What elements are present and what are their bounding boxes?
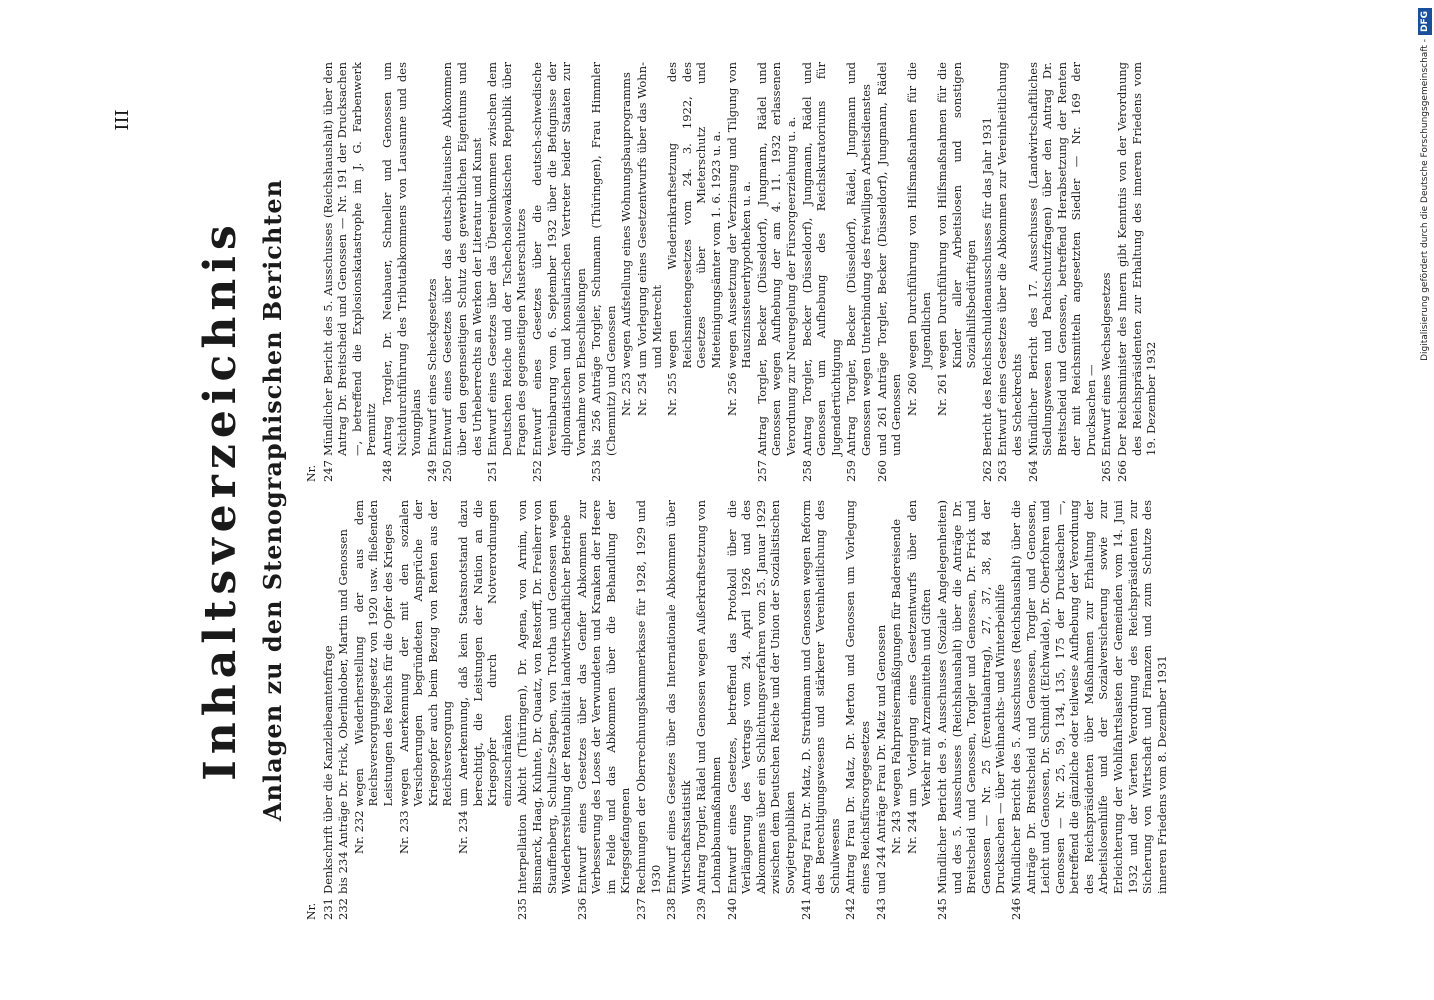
entry-sub-item xyxy=(725,62,754,456)
toc-entry xyxy=(1115,62,1159,482)
toc-entry xyxy=(321,62,379,482)
entry-text: Entwurf eines Gesetzes über die deutsch-schwedische Vereinbarung vom 6. September 1932 über die Befugnisse der diplomatischen und konsularischen Vertreter beider Staaten zur Vornahme von Eheschließungen xyxy=(529,62,588,456)
entry-text: wegen Durchführung von Hilfsmaßnahmen für die Jugendlichen xyxy=(904,62,934,369)
entry-sub-item xyxy=(619,62,634,456)
entry-number: 238 xyxy=(664,898,679,920)
toc-entry xyxy=(321,500,336,920)
entry-sub-item xyxy=(889,500,904,894)
right-column xyxy=(305,62,1160,482)
toc-entry xyxy=(425,62,440,482)
entry-number xyxy=(619,456,634,482)
page-number: III xyxy=(112,109,133,131)
toc-entry xyxy=(725,500,798,920)
entry-sub-number: Nr. 256 xyxy=(724,372,739,416)
entry-text: Entwurf eines Wechselgesetzes xyxy=(1099,272,1114,456)
entry-number: 257 xyxy=(754,460,769,482)
toc-entry xyxy=(397,500,455,920)
entry-text: Der Reichsminister des Innern gibt Kenntnis von der Verordnung des Reichspräsidenten zur Erhaltung des inneren Friedens vom 19. Dezember 1932 xyxy=(1115,62,1159,456)
toc-entry xyxy=(665,62,723,482)
nr-label: Nr. xyxy=(305,464,318,482)
entry-number xyxy=(665,456,723,482)
entry-number: 259 xyxy=(844,460,859,482)
dfg-logo: DFG xyxy=(1418,8,1432,35)
entry-sub-number: Nr. 254 xyxy=(635,372,650,416)
entry-text: Bericht des Reichsschuldenausschusses für das Jahr 1931 xyxy=(979,117,994,456)
nr-label: Nr. xyxy=(305,902,318,920)
entry-text: Mündlicher Bericht des 5. Ausschusses (Reichshaushalt) über die Anträge Dr. Breitscheid und Genossen, Torgler und Genossen, Leicht und Genossen, Dr. Schmidt (Eichwalde), Dr. Oberfohren und Genossen — Nr. 25, 59, 134, 135, 175 der Drucksachen —, betreffend die gänzliche oder teilweise Aufhebung der Verordnung des Reichspräsidenten über Maßnahmen zur Erhaltung der Arbeitslosenhilfe und der Sozialversicherung sowie zur Erleichterung der Wohlfahrtslasten der Gemeinden vom 14. Juni 1932 und der Vierten Verordnung des Reichspräsidenten zur Sicherung von Wirtschaft und Finanzen und zum Schutze des inneren Friedens vom 8. Dezember 1931 xyxy=(1008,500,1169,894)
entry-number: 252 xyxy=(529,460,544,482)
entry-number: 266 xyxy=(1115,460,1130,482)
entry-sub-number: Nr. 234 xyxy=(455,810,470,854)
entry-number: 236 xyxy=(574,898,589,920)
entry-sub-item xyxy=(397,500,455,894)
entry-sub-item xyxy=(665,62,723,456)
entry-number: 232 xyxy=(336,898,351,920)
entry-sub-number: Nr. 243 xyxy=(889,810,904,854)
entry-text: wegen Wiederinkraftsetzung des Reichsmietengesetzes vom 24. 3. 1922, des Gesetzes über Mieterschutz und Mieteinigungsämter vom 1. 6. 1923 u. a. xyxy=(665,62,724,369)
entry-number: 237 xyxy=(634,898,649,920)
entry-text: Antrag Torgler, Becker (Düsseldorf), Rädel, Jungmann und Genossen wegen Unterbindung des freiwilligen Arbeitsdienstes xyxy=(844,62,873,456)
entry-number: 262 xyxy=(979,460,994,482)
entry-text: Antrag Torgler, Rädel und Genossen wegen Außerkraftsetzung von Lohnabbaumaßnahmen xyxy=(694,500,724,894)
entry-text: Antrag Frau Dr. Matz, Dr. Merton und Genossen um Vorlegung eines Reichsfürsorgegesetzes xyxy=(843,500,872,894)
entry-number xyxy=(397,894,455,920)
entry-sub-number: Nr. 253 xyxy=(619,372,634,416)
toc-entry xyxy=(980,62,995,482)
toc-entry xyxy=(935,500,1008,920)
toc-entry xyxy=(1026,62,1099,482)
entry-sub-number: Nr. 232 xyxy=(351,810,366,854)
entry-text: Interpellation Abicht (Thüringen), Dr. Agena, von Arnim, von Bismarck, Haag, Kuhnte, Dr. Quaatz, von Restorff, Dr. Freiherr von Stauffenberg, Schultze-Stapen, von Trotha und Genossen wegen Wiederherstellung der Rentabilität landwirtschaftlicher Betriebe xyxy=(515,500,574,894)
page-title: Inhaltsverzeichnis xyxy=(195,219,246,781)
entry-text: bis 256 Anträge Torgler, Schumann (Thüringen), Frau Himmler (Chemnitz) und Genossen xyxy=(589,62,618,456)
entry-text: Entwurf eines Scheckgesetzes xyxy=(424,278,439,456)
toc-entry xyxy=(1009,500,1170,920)
entry-text: um Anerkennung, daß kein Staatsnotstand dazu berechtigt, die Leistungen der Nation an die Kriegsopfer durch Notverordnungen einzuschränken xyxy=(455,500,514,807)
entry-number: 240 xyxy=(724,898,739,920)
toc-entry xyxy=(635,62,664,482)
entry-sub-number: Nr. 260 xyxy=(904,372,919,416)
entry-text: wegen Aussetzung der Verzinsung und Tilgung von Hauszinssteuerhypotheken u. a. xyxy=(724,62,754,369)
entry-sub-number: Nr. 233 xyxy=(396,810,411,854)
entry-number: 260 xyxy=(874,460,889,482)
entry-number xyxy=(352,894,396,920)
entry-text: Antrag Torgler, Becker (Düsseldorf), Jungmann, Rädel und Genossen um Aufhebung des Reichskuratoriums für Jugendertüchtigung xyxy=(799,62,843,456)
toc-entry xyxy=(995,62,1024,482)
toc-entry xyxy=(875,62,904,482)
entry-text: Denkschrift über die Kanzleibeamtenfrage xyxy=(320,645,335,894)
entry-text: Entwurf eines Gesetzes über das deutsch-litauische Abkommen über den gegenseitigen Schutz des gewerblichen Eigentums und des Urheberrechts an Werken der Literatur und Kunst xyxy=(440,62,484,456)
entry-sub-item xyxy=(905,62,934,456)
entry-sub-item xyxy=(905,500,934,894)
entry-sub-number: Nr. 255 xyxy=(665,372,680,416)
sidebar-credit-text: Digitalisierung gefördert durch die Deutsche Forschungsgemeinschaft - xyxy=(1420,39,1430,361)
entry-sub-item xyxy=(935,62,979,456)
toc-entry xyxy=(755,62,799,482)
left-column xyxy=(305,500,1170,920)
entry-sub-number: Nr. 244 xyxy=(904,810,919,854)
entry-text: Rechnungen der Oberrechnungskammerkasse für 1928, 1929 und 1930 xyxy=(634,500,663,894)
entry-sub-item xyxy=(456,500,514,894)
entry-sub-number: Nr. 261 xyxy=(934,372,949,416)
toc-entry xyxy=(664,500,693,920)
entry-text: um Vorlegung eines Gesetzentwurfs über das Wohn- und Mietrecht xyxy=(635,62,664,369)
entry-number: 231 xyxy=(320,898,335,920)
toc-entry xyxy=(905,500,934,920)
toc-entry xyxy=(515,500,573,920)
digitization-sidebar xyxy=(1418,8,1432,998)
toc-entry xyxy=(844,62,873,482)
toc-entry xyxy=(589,62,618,482)
entry-number: 253 xyxy=(589,460,604,482)
entry-sub-item xyxy=(352,500,396,894)
entry-number: 263 xyxy=(995,460,1010,482)
entry-text: Entwurf eines Gesetzes, betreffend das Protokoll über die Verlängerung des Vertrags vom 24. April 1926 und des Abkommens über ein Schlichtungsverfahren vom 25. Januar 1929 zwischen dem Deutschen Reiche und der Union der Sozialistischen Sowjetrepubliken xyxy=(724,500,797,894)
entry-number: 247 xyxy=(320,460,335,482)
entry-number xyxy=(456,894,514,920)
toc-entry xyxy=(935,62,979,482)
entry-number xyxy=(905,894,934,920)
entry-text: wegen Fahrpreisermäßigungen für Badereisende xyxy=(889,518,904,807)
entry-text: Entwurf eines Gesetzes über das Internationale Abkommen über Wirtschaftsstatistik xyxy=(664,500,693,894)
entry-number: 251 xyxy=(485,460,500,482)
entry-number: 250 xyxy=(440,460,455,482)
entry-text: Antrag Torgler, Dr. Neubauer, Schneller und Genossen um Nichtdurchführung des Tributabkommens von Lausanne und des Youngplans xyxy=(379,62,424,456)
entry-number: 241 xyxy=(798,898,813,920)
entry-text: Mündlicher Bericht des 9. Ausschusses (Soziale Angelegenheiten) und des 5. Ausschusses (Reichshaushalt) über die Anträge Dr. Breitscheid und Genossen, Torgler und Genossen, Dr. Frick und Genossen — Nr. 25 (Eventualantrag), 27, 37, 38, 84 der Drucksachen — über Weihnachts- und Winterbeihilfe xyxy=(934,500,1008,894)
toc-entry xyxy=(799,500,843,920)
entry-text: bis 234 Anträge Dr. Frick, Oberlindober, Martin und Genossen xyxy=(336,529,351,894)
toc-entry xyxy=(380,62,424,482)
entry-text: und 244 Anträge Frau Dr. Matz und Genossen xyxy=(873,624,888,894)
toc-entry xyxy=(725,62,754,482)
entry-text: wegen Aufstellung eines Wohnungsbauprogramms xyxy=(619,72,634,369)
toc-entry xyxy=(619,62,634,482)
entry-text: wegen Anerkennung der mit den sozialen Versicherungen begründeten Ansprüche der Kriegsopfer auch beim Bezug von Renten aus der Reichsversorgung xyxy=(396,500,455,807)
entry-number xyxy=(905,456,934,482)
entry-number: 248 xyxy=(379,460,394,482)
entry-number: 264 xyxy=(1025,460,1040,482)
entry-number: 243 xyxy=(873,898,888,920)
toc-entry xyxy=(456,500,514,920)
entry-text: Mündlicher Bericht des 5. Ausschusses (Reichshaushalt) über den Antrag Dr. Breitscheid und Genossen — Nr. 191 der Drucksachen —, betreffend die Explosionskatastrophe im J. G. Farbenwerk Premnitz xyxy=(320,62,379,456)
entry-text: Entwurf eines Gesetzes über das Genfer Abkommen zur Verbesserung des Loses der Verwundeten und Kranken der Heere im Felde und das Abkommen über die Behandlung der Kriegsgefangenen xyxy=(574,500,633,894)
entry-text: Mündlicher Bericht des 17. Ausschusses (Landwirtschaftliches Siedlungswesen und Pachtschutzfragen) über den Antrag Dr. Breitscheid und Genossen, betreffend Herabsetzung der Renten der mit Reichsmitteln angesetzten Siedler — Nr. 169 der Drucksachen — xyxy=(1025,62,1098,456)
entry-number: 249 xyxy=(424,460,439,482)
toc-entry xyxy=(336,500,351,920)
entry-number xyxy=(889,894,904,920)
entry-sub-item xyxy=(635,62,664,456)
entry-number: 258 xyxy=(799,460,814,482)
entry-number: 265 xyxy=(1099,460,1114,482)
toc-entry xyxy=(1099,62,1114,482)
toc-entry xyxy=(575,500,633,920)
entry-number: 246 xyxy=(1008,898,1023,920)
toc-entry xyxy=(530,62,588,482)
toc-entry xyxy=(843,500,872,920)
entry-text: Antrag Torgler, Becker (Düsseldorf), Jungmann, Rädel und Genossen wegen Aufhebung der am 4. 11. 1932 erlassenen Verordnung zur Neuregelung der Fürsorgeerziehung u. a. xyxy=(754,62,798,456)
toc-entry xyxy=(634,500,663,920)
entry-text: wegen Durchführung von Hilfsmaßnahmen für die Kinder aller Arbeitslosen und sonstigen Sozialhilfsbedürftigen xyxy=(934,62,979,369)
entry-number: 242 xyxy=(843,898,858,920)
toc-entry xyxy=(485,62,529,482)
toc-entry xyxy=(440,62,484,482)
toc-entry xyxy=(800,62,844,482)
entry-text: Entwurf eines Gesetzes über das Übereinkommen zwischen dem Deutschen Reiche und der Tschechoslowakischen Republik über Fragen des gegenseitigen Musterschutzes xyxy=(485,62,529,456)
toc-entry xyxy=(905,62,934,482)
entry-number: 239 xyxy=(694,898,709,920)
entry-text: Antrag Frau Dr. Matz, D. Strathmann und Genossen wegen Reform des Berechtigungswesens und stärkerer Vereinheitlichung des Schulwesens xyxy=(798,500,842,894)
toc-entry xyxy=(889,500,904,920)
entry-text: um Vorlegung eines Gesetzentwurfs über den Verkehr mit Arzneimitteln und Giften xyxy=(904,500,934,807)
toc-entry xyxy=(352,500,396,920)
page-subtitle: Anlagen zu den Stenographischen Berichten xyxy=(258,178,287,822)
toc-entry xyxy=(874,500,889,920)
entry-text: Entwurf eines Gesetzes über die Abkommen zur Vereinheitlichung des Scheckrechts xyxy=(995,62,1024,456)
entry-text: wegen Wiederherstellung der aus dem Reichsversorgungsgesetz von 1920 usw. fließenden Leistungen des Reichs für die Opfer des Krieges xyxy=(351,500,395,807)
entry-number: 245 xyxy=(934,898,949,920)
entry-number xyxy=(725,456,754,482)
toc-entry xyxy=(694,500,723,920)
entry-text: und 261 Anträge Torgler, Becker (Düsseldorf), Jungmann, Rädel und Genossen xyxy=(874,62,904,456)
entry-number xyxy=(935,456,979,482)
entry-number: 235 xyxy=(515,898,530,920)
entry-number xyxy=(635,456,664,482)
